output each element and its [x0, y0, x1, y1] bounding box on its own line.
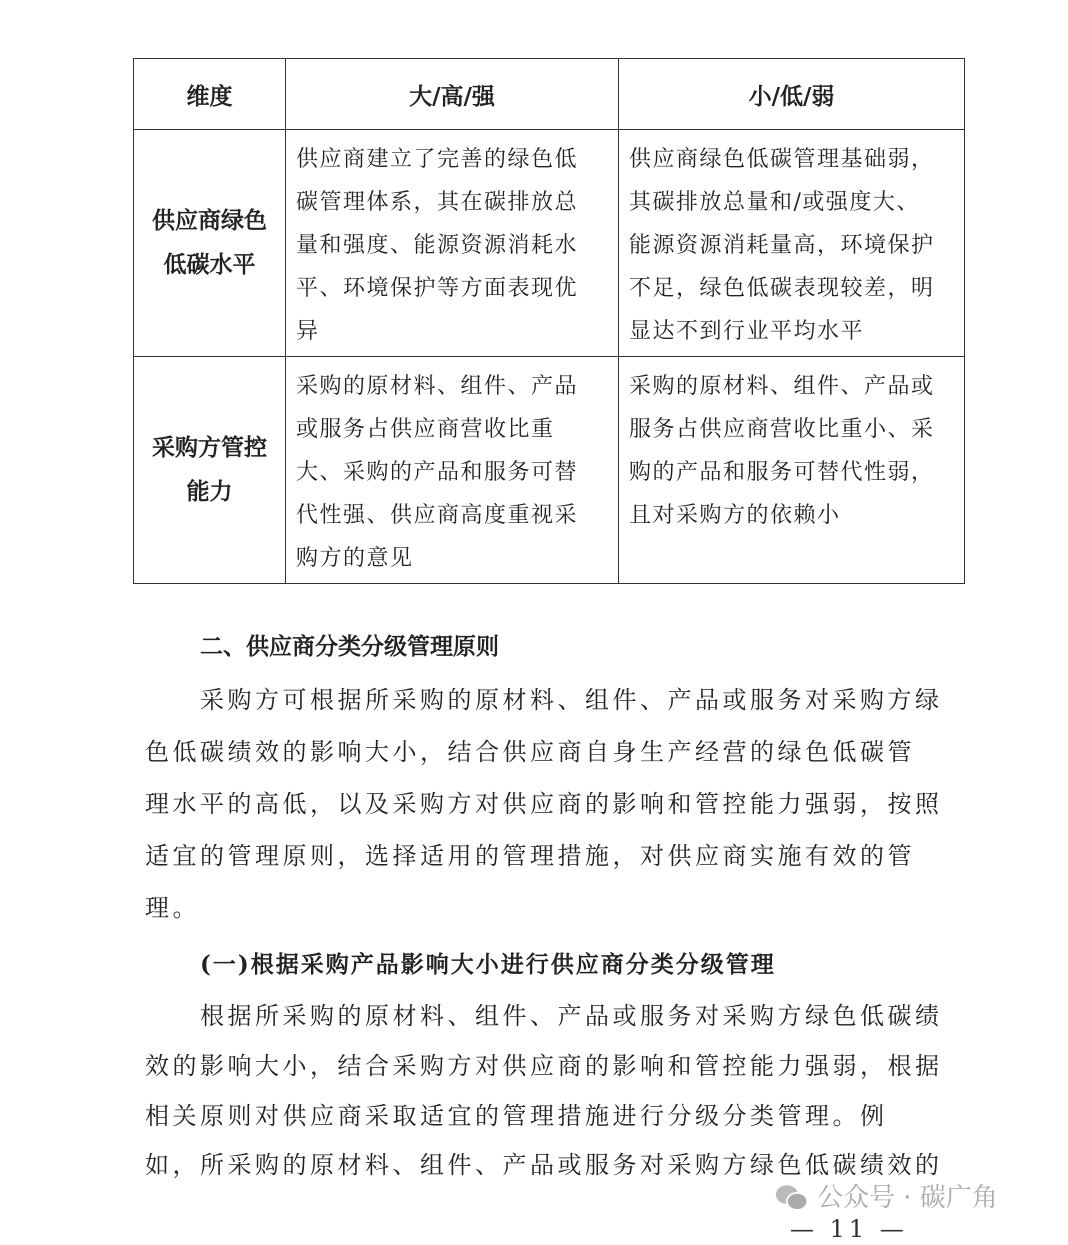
label-line: 供应商绿色	[152, 208, 267, 234]
paragraph-line: 理。	[145, 894, 200, 922]
label-line: 采购方管控	[152, 435, 267, 461]
cell-line: 其碳排放总量和/或强度大、	[629, 190, 920, 215]
paragraph-line: 根据所采购的原材料、组件、产品或服务对采购方绿色低碳绩	[200, 1002, 943, 1030]
paragraph-line: 理水平的高低，以及采购方对供应商的影响和管控能力强弱，按照	[145, 790, 943, 818]
cell-line: 代性强、供应商高度重视采	[296, 503, 579, 528]
paragraph-line: 效的影响大小，结合采购方对供应商的影响和管控能力强弱，根据	[145, 1052, 943, 1080]
cell-line: 服务占供应商营收比重小、采	[629, 417, 935, 442]
label-line: 低碳水平	[163, 252, 256, 278]
watermark-text: 公众号 · 碳广角	[817, 1183, 998, 1213]
cell-line: 能源资源消耗量高，环境保护	[629, 233, 935, 258]
high-cell	[286, 357, 618, 580]
row-label	[134, 357, 286, 584]
header-dimension: 维度	[134, 59, 286, 130]
cell-line: 且对采购方的依赖小	[629, 503, 841, 528]
cell-line: 量和强度、能源资源消耗水	[296, 233, 579, 258]
cell-line: 采购的原材料、组件、产品	[296, 374, 579, 399]
cell-line: 碳管理体系，其在碳排放总	[296, 190, 579, 215]
cell-line: 显达不到行业平均水平	[629, 319, 865, 344]
label-line: 能力	[186, 479, 233, 505]
cell-line: 或服务占供应商营收比重	[296, 417, 555, 442]
sub-heading: (一)根据采购产品影响大小进行供应商分类分级管理	[200, 951, 776, 978]
section-heading: 二、供应商分类分级管理原则	[200, 634, 499, 660]
header-low: 小/低/弱	[619, 59, 965, 130]
cell-line: 大、采购的产品和服务可替	[296, 460, 579, 485]
cell-line: 购的产品和服务可替代性弱，	[629, 460, 935, 485]
high-cell	[286, 130, 618, 353]
wechat-icon	[775, 1184, 809, 1212]
table-row	[134, 357, 965, 584]
watermark	[775, 1183, 998, 1213]
row-label	[134, 130, 286, 357]
paragraph-line: 适宜的管理原则，选择适用的管理措施，对供应商实施有效的管	[145, 842, 915, 870]
cell-line: 购方的意见	[296, 546, 414, 571]
page-number: — 11 —	[790, 1215, 908, 1243]
cell-line: 供应商建立了完善的绿色低	[296, 147, 579, 172]
low-cell	[619, 130, 964, 353]
paragraph-line: 采购方可根据所采购的原材料、组件、产品或服务对采购方绿	[200, 686, 943, 714]
table-header-row	[134, 59, 965, 130]
paragraph-line: 色低碳绩效的影响大小，结合供应商自身生产经营的绿色低碳管	[145, 738, 915, 766]
cell-line: 不足，绿色低碳表现较差，明	[629, 276, 935, 301]
paragraph-line: 相关原则对供应商采取适宜的管理措施进行分级分类管理。例	[145, 1102, 888, 1130]
cell-line: 供应商绿色低碳管理基础弱，	[629, 147, 935, 172]
classification-table	[133, 58, 965, 584]
cell-line: 采购的原材料、组件、产品或	[629, 374, 935, 399]
table-row	[134, 130, 965, 357]
cell-line: 平、环境保护等方面表现优	[296, 276, 579, 301]
low-cell	[619, 357, 964, 537]
header-high: 大/高/强	[286, 59, 619, 130]
paragraph-line: 如，所采购的原材料、组件、产品或服务对采购方绿色低碳绩效的	[145, 1151, 943, 1179]
cell-line: 异	[296, 319, 320, 344]
